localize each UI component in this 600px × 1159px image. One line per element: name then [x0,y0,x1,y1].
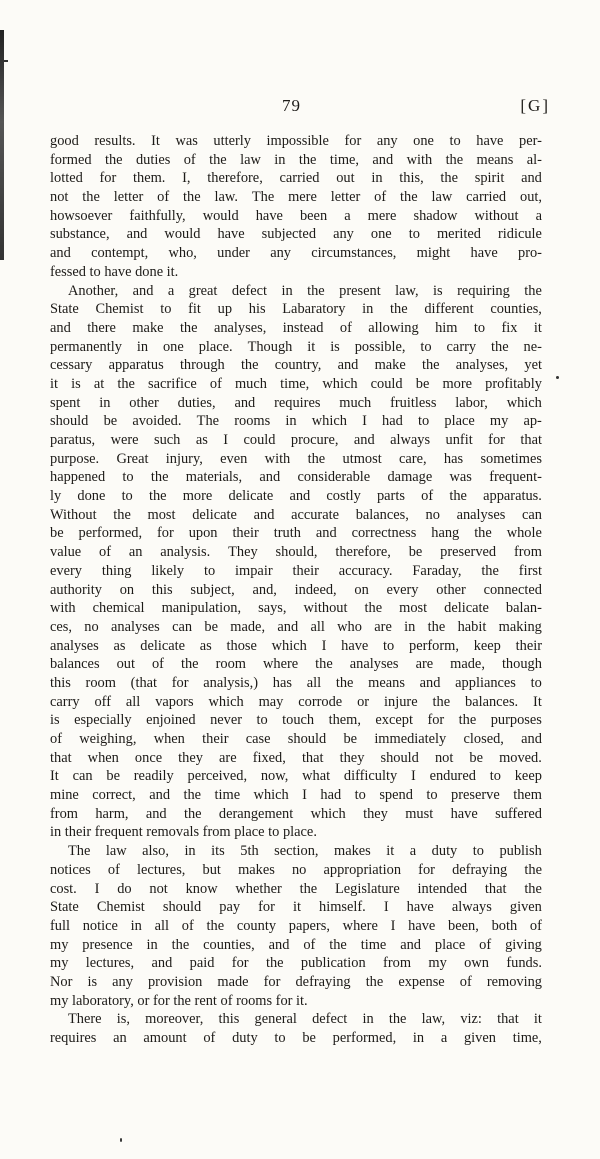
text-line: happened to the materials, and considerable damage was frequent- [50,469,542,486]
text-line: notices of lectures, but makes no appropriation for defraying the [50,861,542,878]
text-line: carry off all vapors which may corrode or injure the balances. It [50,693,542,710]
text-line: Another, and a great defect in the present law, is requiring the [68,282,542,299]
text-line: be performed, for upon their truth and correctness hang the whole [50,525,542,542]
text-line: balances out of the room where the analyses are made, though [50,656,542,673]
text-line: good results. It was utterly impossible for any one to have per- [50,133,542,149]
binding-mark [2,60,8,62]
text-line: every thing likely to impair their accuracy. Faraday, the first [50,562,542,579]
text-line: paratus, were such as I could procure, and always unfit for that [50,432,542,448]
text-line: Without the most delicate and accurate balances, no analyses can [50,506,542,523]
text-line: and contempt, who, under any circumstances, might have pro- [50,245,542,262]
text-line: it is at the sacrifice of much time, which could be more profitably [50,375,542,392]
text-line: not the letter of the law. The mere letter of the law carried out, [50,189,542,206]
paragraph [50,282,542,843]
paragraph [50,842,542,1010]
text-line: this room (that for analysis,) has all the means and appliances to [50,674,542,691]
page-header [50,96,550,120]
text-line: formed the duties of the law in the time, and with the means al- [50,151,542,168]
text-line: analyses as delicate as those which I have to perform, keep their [50,637,542,654]
paragraph [50,132,542,282]
text-line: There is, moreover, this general defect in the law, viz: that it [68,1011,542,1028]
text-line: my lectures, and paid for the publication from my own funds. [50,955,542,972]
binding-edge [0,30,4,260]
text-line: mine correct, and the time which I had to spend to preserve them [50,787,542,804]
text-line: value of an analysis. They should, therefore, be preserved from [50,544,542,561]
print-speck [556,376,559,379]
text-line: Nor is any provision made for defraying the expense of removing [50,973,542,990]
text-line: State Chemist to fit up his Labaratory in the different counties, [50,301,542,318]
text-line: purpose. Great injury, even with the utmost care, has sometimes [50,450,542,467]
text-line: substance, and would have subjected any one to merited ridicule [50,226,542,243]
text-line: The law also, in its 5th section, makes it a duty to publish [68,843,542,860]
text-line: ly done to the more delicate and costly parts of the apparatus. [50,488,542,505]
body-text [50,132,542,1048]
text-line: and there make the analyses, instead of allowing him to fix it [50,319,542,336]
text-line: permanently in one place. Though it is possible, to carry the ne- [50,338,542,355]
text-line: my laboratory, or for the rent of rooms for it. [50,992,308,1009]
text-line: It can be readily perceived, now, what difficulty I endured to keep [50,768,542,785]
signature-mark: [G] [520,96,550,115]
text-line: howsoever faithfully, would have been a mere shadow without a [50,207,542,224]
text-line: my presence in the counties, and of the time and place of giving [50,936,542,953]
text-line: cessary apparatus through the country, and make the analyses, yet [50,357,542,374]
text-line: in their frequent removals from place to place. [50,824,317,841]
text-line: is especially enjoined never to touch them, except for the purposes [50,712,542,729]
text-line: cost. I do not know whether the Legislature intended that the [50,880,542,897]
paragraph [50,1010,542,1047]
page-number: 79 [282,96,301,115]
text-line: from harm, and the derangement which they must have suffered [50,805,542,822]
text-line: should be avoided. The rooms in which I had to place my ap- [50,413,542,430]
text-line: with chemical manipulation, says, without the most delicate balan- [50,600,542,617]
print-speck [120,1138,122,1142]
text-line: ces, no analyses can be made, and all who are in the habit making [50,618,542,635]
text-line: requires an amount of duty to be performed, in a given time, [50,1030,542,1046]
text-line: authority on this subject, and, indeed, on every other connected [50,581,542,598]
text-line: that when once they are fixed, that they should not be moved. [50,749,542,766]
text-line: lotted for them. I, therefore, carried out in this, the spirit and [50,170,542,187]
text-line: spent in other duties, and requires much fruitless labor, which [50,394,542,411]
text-line: full notice in all of the county papers, where I have been, both of [50,917,542,934]
text-line: fessed to have done it. [50,263,179,280]
text-line: State Chemist should pay for it himself. I have always given [50,899,542,916]
text-line: of weighing, when their case should be immediately closed, and [50,731,542,747]
